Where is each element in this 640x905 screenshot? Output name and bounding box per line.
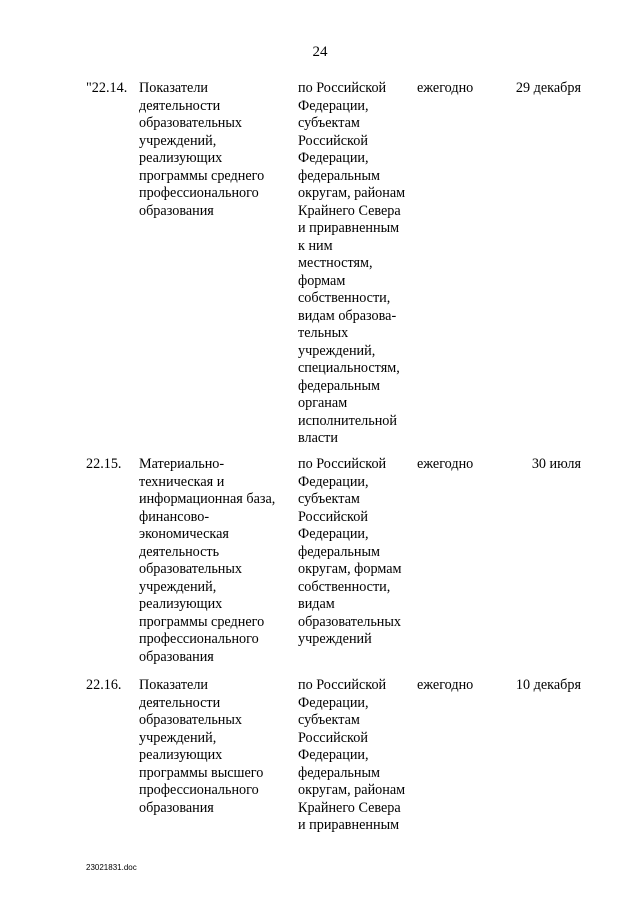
breakdown: по Российской Федерации, субъектам Российской Федерации, федеральным округам, районам Крайнего Севера и приравненным к ним местностям, формам собственности, видам образова- тельных учреждений, специальностям, федеральным органам исполнительной власти [298,80,406,446]
row-number: 22.16. [86,677,122,693]
document-filename: 23021831.doc [86,863,137,872]
page-number: 24 [312,44,328,60]
breakdown: по Российской Федерации, субъектам Российской Федерации, федеральным округам, районам Крайнего Севера и приравненным [298,677,406,833]
row-number: 22.15. [86,456,122,472]
deadline-date: 29 декабря [515,80,581,96]
frequency: ежегодно [417,456,474,472]
row-number: "22.14. [86,80,128,96]
frequency: ежегодно [417,80,474,96]
deadline-date: 10 декабря [515,677,581,693]
deadline-date: 30 июля [531,456,581,472]
breakdown: по Российской Федерации, субъектам Российской Федерации, федеральным округам, формам собственности, видам образовательных учреждений [298,456,402,647]
indicator-name: Материально- техническая и информационная база, финансово- экономическая деятельность образовательных учреждений, реализующих программы среднего профессионального образования [139,456,276,665]
indicator-name: Показатели деятельности образовательных учреждений, реализующих программы высшего профессионального образования [139,677,264,816]
indicator-name: Показатели деятельности образовательных учреждений, реализующих программы среднего профессионального образования [139,80,265,219]
frequency: ежегодно [417,677,474,693]
